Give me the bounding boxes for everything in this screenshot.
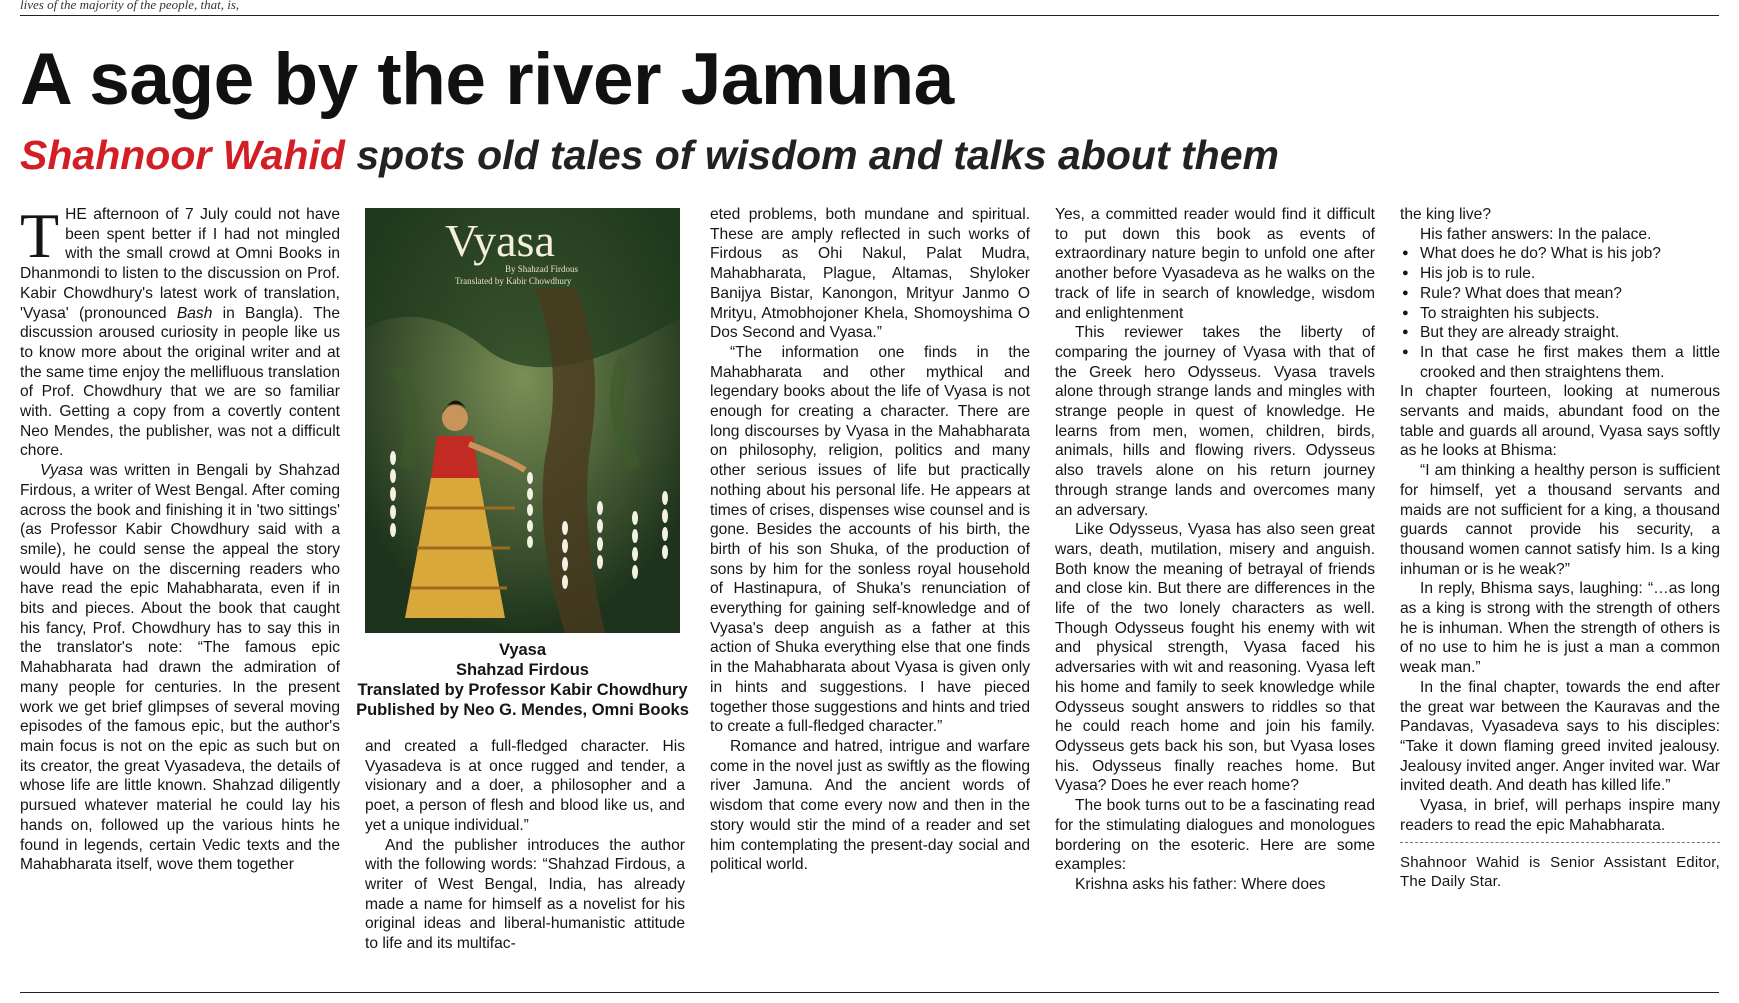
list-item: ● In that case he first makes them a little crooked and then straightens them. <box>1420 343 1720 382</box>
italic-word: Vyasa <box>40 462 84 480</box>
column-4 <box>1055 205 1375 895</box>
dialogue-list <box>1400 244 1720 382</box>
paragraph: the king live? <box>1400 206 1492 223</box>
text-run: HE afternoon of 7 July could not have been spent better if I had not mingled with the small crowd at Omni Books in Dhanmondi to listen to the discussion on Prof. Kabir Chowdhury's latest work of translation, 'Vyasa' (pronounced <box>20 206 340 322</box>
paragraph: In reply, Bhisma says, laughing: “…as long as a king is strong with the strength of others he is inhuman. When the strength of others is of no use to him he is just a man a common weak man.” <box>1400 580 1720 677</box>
top-rule <box>20 15 1719 16</box>
cover-author: By Shahzad Firdous <box>505 264 578 274</box>
paragraph: And the publisher introduces the author with the following words: “Shahzad Firdous, a writer of West Bengal, India, has already made a name for himself as a novelist for his original ideas and liberal-humanistic attitude to life and its multifac- <box>365 836 685 953</box>
list-item: ● Rule? What does that mean? <box>1420 284 1720 304</box>
text-run: was written in Bengali by Shahzad Firdous, a writer of West Bengal. After coming across the book and finishing it in 'two sittings' (as Professor Kabir Chowdhury said with a smile), he could sense the appeal the story would have on the discerning readers who have read the epic Mahabharata, even if in bits and pieces. About the book that caught his fancy, Prof. Chowdhury has to say this in the translator's note: “The famous epic Mahabharata had drawn the admiration of many people for centuries. In the present work we get brief glimpses of several moving episodes of the famous epic, but the author's main focus is not on the epic as such but on its creator, the great Vyasadeva, the details of whose life are little known. Shahzad diligently pursued whatever material he could lay his hands on, followed up the various hints he found in legends, certain Vedic texts and the Mahabharata itself, wove them together <box>20 462 340 874</box>
list-item: ● What does he do? What is his job? <box>1420 244 1720 264</box>
bottom-rule <box>20 992 1719 993</box>
column-1 <box>20 200 340 875</box>
paragraph: “I am thinking a healthy person is sufficient for himself, yet a thousand servants and maids are not sufficient for a king, a thousand guards cannot provide his security, a thousand women cannot satisfy him. Is a king inhuman or is he weak?” <box>1400 462 1720 578</box>
list-item: ● His job is to rule. <box>1420 264 1720 284</box>
previous-article-strip: lives of the majority of the people, that, is, <box>20 0 240 12</box>
paragraph: Like Odysseus, Vyasa has also seen great wars, death, mutilation, misery and anguish. Both know the meaning of betrayal of friends and close kin. But there are differences in the life of the two lonely characters as well. Though Odysseus fought his enemy with wit and physical strength, Vyasa faced his adversaries with wit and reasoning. Vyasa left his home and family to seek knowledge while Odysseus sought answers to riddles so that he could reach home and join his family. Odysseus gets back his son, but Vyasa loses his. Odysseus finally reaches home. But Vyasa? Does he ever reach home? <box>1055 521 1375 795</box>
paragraph: and created a full-fledged character. His Vyasadeva is at once rugged and tender, a visionary and a doer, a philosopher and a poet, a person of flesh and blood like us, and yet a unique individual.” <box>365 738 685 834</box>
column-3 <box>710 205 1030 875</box>
cover-title: Vyasa <box>445 215 555 266</box>
caption-translator: Translated by Professor Kabir Chowdhury <box>357 681 688 699</box>
paragraph: The book turns out to be a fascinating read for the stimulating dialogues and monologues bordering on the esoteric. Here are some examples: <box>1055 797 1375 874</box>
paragraph: In chapter fourteen, looking at numerous servants and maids, abundant food on the table and guards all around, Vyasa says softly as he looks at Bhisma: <box>1400 383 1720 460</box>
paragraph <box>20 461 340 875</box>
column-5 <box>1400 205 1720 891</box>
book-caption <box>355 640 690 720</box>
paragraph: Vyasa, in brief, will perhaps inspire many readers to read the epic Mahabharata. <box>1400 797 1720 834</box>
list-item: ● But they are already straight. <box>1420 323 1720 343</box>
cover-translator: Translated by Kabir Chowdhury <box>455 276 572 286</box>
book-cover-image <box>365 208 680 633</box>
paragraph: This reviewer takes the liberty of comparing the journey of Vyasa with that of the Greek hero Odysseus. Vyasa travels alone through strange lands and mingles with strange people in quest of knowledge. He learns from men, women, children, birds, animals, hills and flowing rivers. Odysseus also travels alone on his return journey through strange lands and overcomes many an adversary. <box>1055 324 1375 519</box>
italic-word: Bash <box>176 304 213 322</box>
subhead-text: spots old tales of wisdom and talks about them <box>344 132 1279 178</box>
paragraph: His father answers: In the palace. <box>1420 225 1652 243</box>
author-name: Shahnoor Wahid <box>20 132 345 178</box>
paragraph <box>20 200 340 461</box>
headline: A sage by the river Jamuna <box>20 39 954 120</box>
drop-cap: T <box>20 200 60 271</box>
author-bio: Shahnoor Wahid is Senior Assistant Editor, The Daily Star. <box>1400 842 1720 891</box>
caption-title: Vyasa <box>498 641 547 659</box>
caption-author: Shahzad Firdous <box>456 661 589 679</box>
paragraph: eted problems, both mundane and spiritual. These are amply reflected in such works of Firdous as Ohi Nakul, Palat Mudra, Mahabharata, Plague, Altamas, Shyloker Banijya Bistar, Kanongon, Mrityur Janmo O Mrityu, Atmobhojoner Khela, Shomoyshima O Dos Second and Vyasa.” <box>710 206 1030 342</box>
caption-publisher: Published by Neo G. Mendes, Omni Books <box>356 701 689 719</box>
list-item: ● To straighten his subjects. <box>1420 304 1720 324</box>
paragraph: In the final chapter, towards the end after the great war between the Kauravas and the Pandavas, Vyasadeva says to his disciples: “Take it down flaming greed invited jealousy. Jealousy invited anger. Anger invited war. War invited death. And death has killed life.” <box>1400 678 1720 795</box>
subheadline <box>20 130 1279 180</box>
paragraph: Krishna asks his father: Where does <box>1075 875 1326 893</box>
paragraph: “The information one finds in the Mahabharata and other mythical and legendary books about the life of Vyasa is not enough for creating a character. There are long discourses by Vyasa in the Mahabharata on philosophy, religion, politics and many other serious issues of life but practically nothing about his personal life. He appears at times of crises, dispenses wise counsel and is gone. Besides the accounts of his birth, the birth of his son Shuka, of the production of sons by him for the sonless royal household of Hastinapura, of Shuka's renunciation of everything for gaining self-knowledge and of Vyasa's deep anguish as a father at this action of Shuka everything else that one finds in the Mahabharata about Vyasa is given only in hints and suggestions. I have pieced together those suggestions and hints and tried to create a full-fledged character.” <box>710 343 1030 736</box>
paragraph: Yes, a committed reader would find it difficult to put down this book as events of extraordinary nature begin to unfold one after another before Vyasadeva as he walks on the track of life in search of knowledge, wisdom and enlightenment <box>1055 206 1375 322</box>
paragraph: Romance and hatred, intrigue and warfare come in the novel just as swiftly as the flowing river Jamuna. And the ancient words of wisdom that come every now and then in the story would stir the mind of a reader and set him contemplating the present-day social and political world. <box>710 737 1030 874</box>
column-2 <box>365 737 685 954</box>
text-run: in Bangla). The discussion aroused curiosity in people like us to know more about the original writer and at the same time enjoy the mellifluous translation of Prof. Chowdhury that we are so familiar with. Getting a copy from a covertly content Neo Mendes, the publisher, was not a difficult chore. <box>20 304 340 460</box>
